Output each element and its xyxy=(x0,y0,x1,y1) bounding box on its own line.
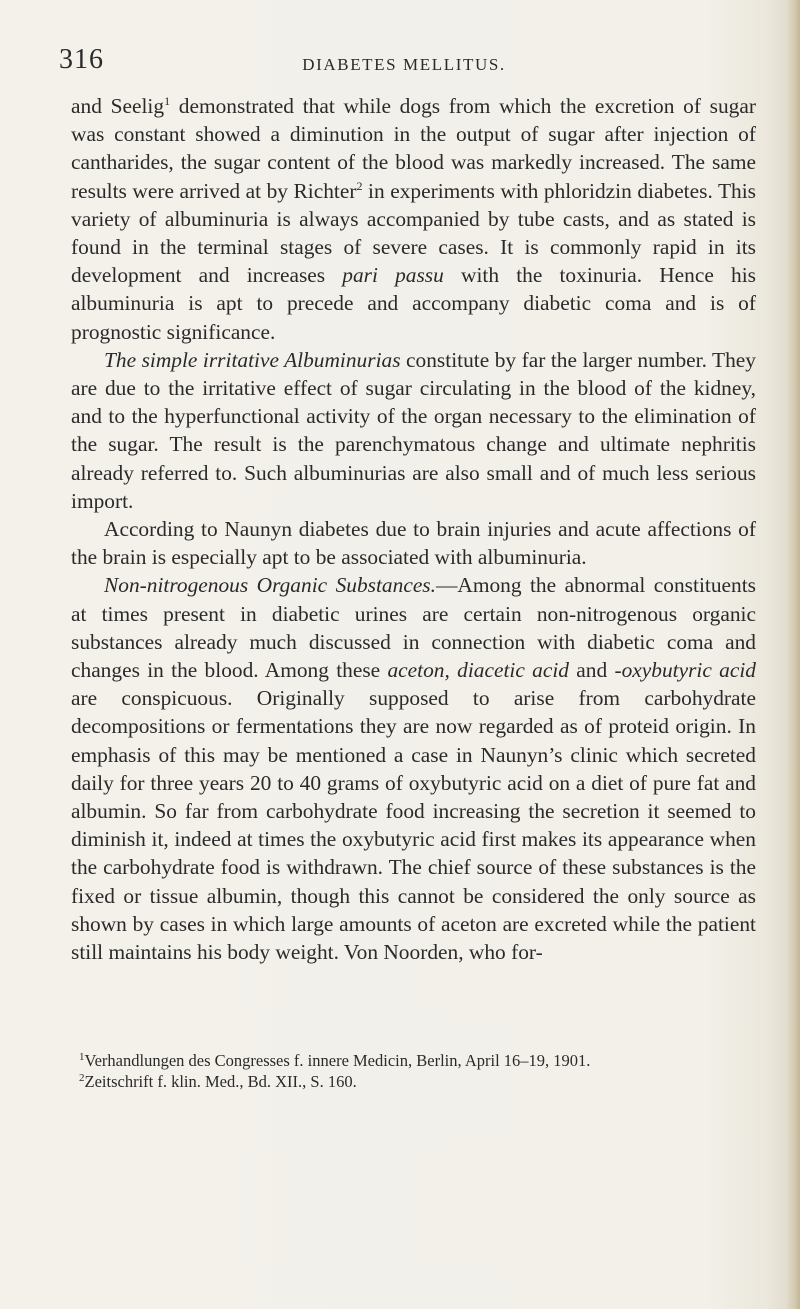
italic-heading: Non-nitrogenous Organic Substances. xyxy=(104,573,436,598)
text-span: are conspicuous. Originally supposed to arise from carbohydrate decompositions or fermentations they are now regarded as of proteid origin. In emphasis of this may be mentioned a case in Naunyn’s clinic which secreted daily for three years 20 to 40 grams of oxybutyric acid on a diet of pure fat and albumin. So far from carbohydrate food increasing the secretion it seemed to diminish it, indeed at times the oxybutyric acid first makes its appearance when the carbohydrate food is withdrawn. The chief source of these substances is the fixed or tissue albumin, though this cannot be considered the only source as shown by cases in which large amounts of aceton are excreted while the patient still maintains his body weight. Von Noorden, who for- xyxy=(71,686,756,965)
running-head: DIABETES MELLITUS. xyxy=(302,55,506,74)
text-span: —Among the abnormal constituents at times present in diabetic urines are certain non-nitrogenous organic substances already much discussed in connection with diabetic coma and changes in the blood. Among these xyxy=(71,573,756,683)
footnote-mark: 1 xyxy=(79,1051,85,1063)
text-span: and xyxy=(568,658,615,683)
footnote-1 xyxy=(79,1050,759,1071)
text-span: constitute by far the larger number. They are due to the irritative effect of sugar circulating in the blood of the kidney, and to the hyperfunctional activity of the organ necessary to the elimination of the sugar. The result is the parenchymatous change and ultimate nephritis already referred to. Such albuminurias are also small and of much less serious import. xyxy=(71,347,756,513)
footnote-2 xyxy=(79,1071,759,1092)
footnote-text: Verhandlungen des Congresses f. innere Medicin, Berlin, April 16–19, 1901. xyxy=(84,1051,591,1070)
footnote-text: Zeitschrift f. klin. Med., Bd. XII., S. 160. xyxy=(84,1072,357,1091)
italic-phrase: -oxybutyric acid xyxy=(614,658,756,683)
paragraph-1 xyxy=(71,92,756,346)
footnote-mark: 2 xyxy=(79,1072,85,1084)
paragraph-4 xyxy=(71,571,756,966)
text-span: demonstrated that while dogs from which the excretion of sugar was constant showed a diminution in the output of sugar after injection of cantharides, the sugar content of the blood was markedly increased. The same results were arrived at by Richter xyxy=(71,94,756,203)
italic-phrase: aceton, diacetic acid xyxy=(387,658,569,683)
paragraph-3 xyxy=(71,515,756,571)
page-edge-shadow xyxy=(786,0,800,1309)
text-span: with the toxinuria. Hence his albuminuria is apt to precede and accompany diabetic coma and is of prognostic significance. xyxy=(71,263,756,344)
italic-phrase: pari passu xyxy=(342,263,444,288)
text-span: and Seelig xyxy=(71,94,165,118)
footnote-ref-2: 2 xyxy=(356,178,363,193)
footnotes xyxy=(79,1050,759,1092)
text-span: According to Naunyn diabetes due to brain injuries and acute affections of the brain is especially apt to be associated with albuminuria. xyxy=(71,517,756,570)
page-number: 316 xyxy=(59,44,104,75)
footnote-ref-1: 1 xyxy=(164,94,171,108)
text-span: in experiments with phloridzin diabetes. This variety of albuminuria is always accompanied by tube casts, and as stated is found in the terminal stages of severe cases. It is commonly rapid in its development and increases xyxy=(71,178,756,288)
page-header xyxy=(59,44,749,88)
body-text xyxy=(71,92,756,966)
italic-heading: The simple irritative Albuminurias xyxy=(104,347,401,372)
paragraph-2 xyxy=(71,346,756,515)
